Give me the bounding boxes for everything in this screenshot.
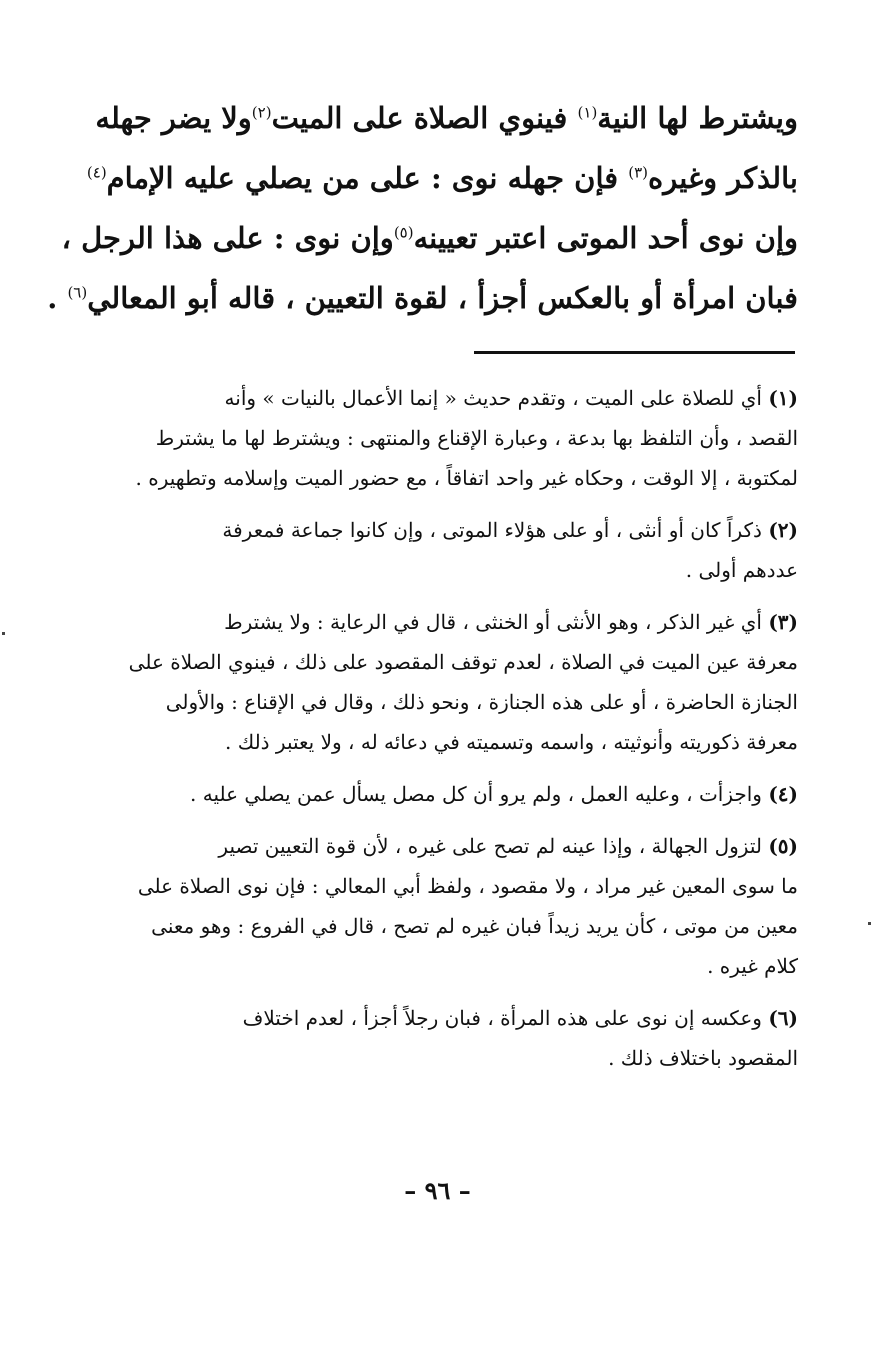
footnote-marker: (٢) [251, 103, 272, 122]
scan-speck [868, 922, 871, 925]
footnote-number: (٣) [768, 610, 798, 634]
footnote-text: واجزأت ، وعليه العمل ، ولم يرو أن كل مصل يسأل عمن يصلي عليه . [190, 782, 762, 806]
text-run: بالذكر وغيره [648, 161, 798, 195]
footnote-3 [58, 602, 798, 762]
footnote-marker: (٥) [393, 223, 414, 242]
footnote-line [58, 998, 798, 1038]
footnote-number: (٥) [768, 834, 798, 858]
footnote-line [58, 774, 798, 814]
footnote-text: ذكراً كان أو أنثى ، أو على هؤلاء الموتى ، وإن كانوا جماعة فمعرفة [222, 518, 762, 542]
footnote-number: (٢) [768, 518, 798, 542]
footnote-6 [58, 998, 798, 1078]
footnote-5 [58, 826, 798, 986]
footnote-text: أي للصلاة على الميت ، وتقدم حديث « إنما الأعمال بالنيات » وأنه [224, 386, 762, 410]
footnote-number: (٤) [768, 782, 798, 806]
main-text [47, 88, 798, 328]
footnote-line [58, 510, 798, 550]
footnote-marker: (٤) [86, 163, 107, 182]
main-text-line [47, 268, 798, 328]
footnotes [58, 378, 798, 1090]
main-text-line [58, 148, 798, 208]
footnote-line [58, 378, 798, 418]
footnote-line: معرفة عين الميت في الصلاة ، لعدم توقف المقصود على ذلك ، فينوي الصلاة على [128, 650, 798, 674]
text-run: فينوي الصلاة على الميت [271, 101, 578, 135]
footnote-line: لمكتوبة ، إلا الوقت ، وحكاه غير واحد اتفاقاً ، مع حضور الميت وإسلامه وتطهيره . [135, 466, 798, 490]
main-text-line [58, 88, 798, 148]
scan-speck [2, 632, 5, 635]
footnote-line: معين من موتى ، كأن يريد زيداً فبان غيره لم تصح ، قال في الفروع : وهو معنى [151, 914, 798, 938]
footnote-line: معرفة ذكوريته وأنوثيته ، واسمه وتسميته في دعائه له ، ولا يعتبر ذلك . [225, 730, 798, 754]
footnote-number: (١) [768, 386, 798, 410]
footnote-text: لتزول الجهالة ، وإذا عينه لم تصح على غيره ، لأن قوة التعيين تصير [218, 834, 762, 858]
main-text-line [58, 208, 798, 268]
footnote-text: أي غير الذكر ، وهو الأنثى أو الخنثى ، قال في الرعاية : ولا يشترط [224, 610, 762, 634]
footnote-line: عددهم أولى . [685, 558, 798, 582]
footnote-line [58, 826, 798, 866]
footnote-line [58, 602, 798, 642]
text-run: فإن جهله نوى : على من يصلي عليه الإمام [106, 161, 629, 195]
text-run: وإن نوى أحد الموتى اعتبر تعيينه [413, 221, 798, 255]
text-run: . [47, 281, 68, 315]
footnote-line: القصد ، وأن التلفظ بها بدعة ، وعبارة الإقناع والمنتهى : ويشترط لها ما يشترط [155, 426, 798, 450]
page-number: – ٩٦ – [404, 1176, 471, 1205]
footnote-4 [58, 774, 798, 814]
footnote-1 [58, 378, 798, 498]
footnote-line: المقصود باختلاف ذلك . [608, 1046, 798, 1070]
text-run: ويشترط لها النية [597, 101, 798, 135]
text-run: فبان امرأة أو بالعكس أجزأ ، لقوة التعيين ، قاله أبو المعالي [87, 281, 798, 315]
footnote-marker: (٦) [67, 283, 88, 302]
footnote-marker: (١) [577, 103, 598, 122]
text-run: ولا يضر جهله [95, 101, 252, 135]
footnote-line: كلام غيره . [707, 954, 798, 978]
footnote-separator [474, 351, 795, 354]
footnote-marker: (٣) [628, 163, 649, 182]
footnote-2 [58, 510, 798, 590]
footnote-line: ما سوى المعين غير مراد ، ولا مقصود ، ولفظ أبي المعالي : فإن نوى الصلاة على [137, 874, 798, 898]
text-run: وإن نوى : على هذا الرجل ، [61, 221, 394, 255]
footnote-text: وعكسه إن نوى على هذه المرأة ، فبان رجلاً أجزأ ، لعدم اختلاف [242, 1006, 762, 1030]
footnote-number: (٦) [768, 1006, 798, 1030]
footnote-line: الجنازة الحاضرة ، أو على هذه الجنازة ، ونحو ذلك ، وقال في الإقناع : والأولى [165, 690, 798, 714]
